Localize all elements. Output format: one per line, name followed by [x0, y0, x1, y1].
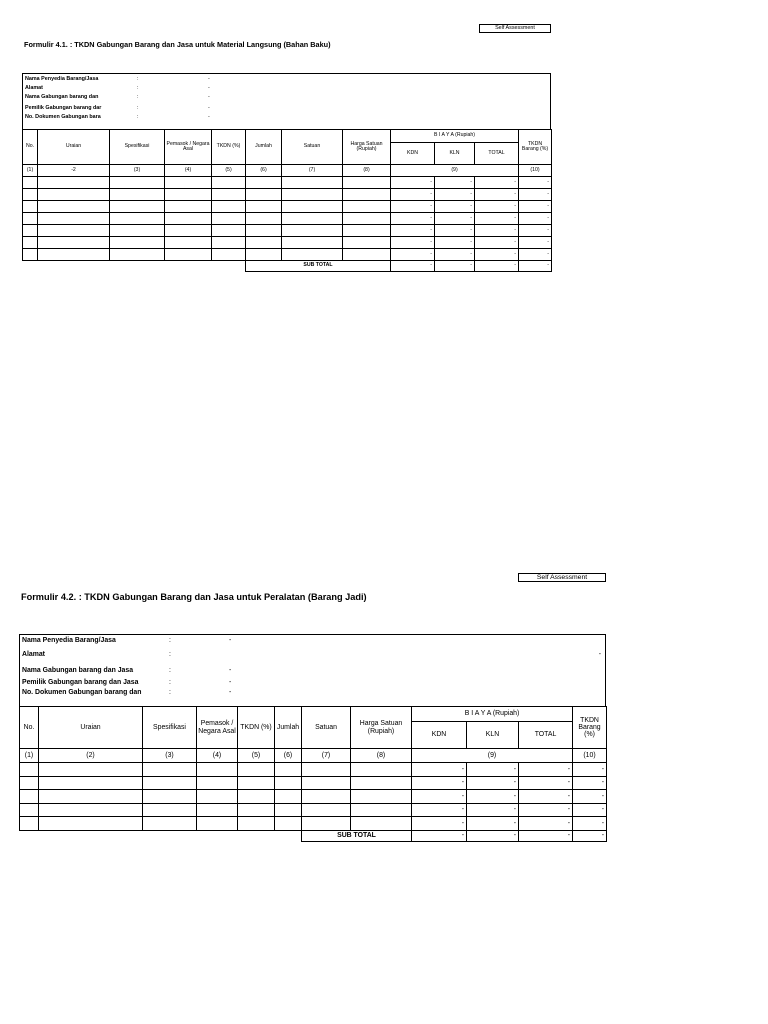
header-no: No. [20, 707, 39, 749]
table-cell [39, 790, 143, 804]
table-cell: - [519, 249, 552, 261]
table-cell [246, 201, 282, 213]
table-cell [20, 817, 39, 831]
table-cell [212, 201, 246, 213]
table-cell: - [519, 177, 552, 189]
col-number: (10) [573, 749, 607, 763]
table-cell [246, 213, 282, 225]
table-cell [38, 237, 110, 249]
table-row [23, 177, 552, 189]
header-kdn: KDN [391, 143, 435, 165]
col-number: (5) [212, 165, 246, 177]
table-cell [23, 177, 38, 189]
table-row [20, 803, 607, 817]
table-cell [351, 790, 412, 804]
table-cell [165, 189, 212, 201]
table-cell [238, 776, 275, 790]
table-cell [343, 249, 391, 261]
header-tkdn: TKDN (%) [212, 130, 246, 165]
table-cell [197, 776, 238, 790]
column-number-row [23, 165, 552, 177]
col-number: (8) [343, 165, 391, 177]
table-cell: - [519, 225, 552, 237]
table-cell [246, 237, 282, 249]
tkdn-table [19, 706, 607, 842]
table-cell [38, 201, 110, 213]
table-cell: - [435, 201, 475, 213]
table-cell [143, 763, 197, 777]
table-row [23, 249, 552, 261]
table-cell: - [391, 225, 435, 237]
table-cell [110, 237, 165, 249]
table-cell: - [573, 790, 607, 804]
table-cell [38, 249, 110, 261]
col-number: (6) [275, 749, 302, 763]
header-kln: KLN [467, 722, 519, 749]
table-cell [282, 225, 343, 237]
column-number-row [20, 749, 607, 763]
table-cell [212, 177, 246, 189]
table-cell [238, 763, 275, 777]
table-cell: - [391, 249, 435, 261]
subtotal-kln: - [435, 261, 475, 272]
col-number: (2) [39, 749, 143, 763]
header-biaya: B I A Y A (Rupiah) [412, 707, 573, 722]
table-cell [343, 177, 391, 189]
table-cell [238, 790, 275, 804]
table-row [23, 237, 552, 249]
table-cell [20, 776, 39, 790]
table-cell [351, 817, 412, 831]
form-title: Formulir 4.2. : TKDN Gabungan Barang dan Jasa untuk Peralatan (Barang Jadi) [21, 592, 367, 602]
header-total: TOTAL [519, 722, 573, 749]
table-cell: - [435, 237, 475, 249]
header-kdn: KDN [412, 722, 467, 749]
header-total: TOTAL [475, 143, 519, 165]
table-cell: - [467, 790, 519, 804]
table-cell: - [573, 803, 607, 817]
table-cell: - [519, 189, 552, 201]
table-cell: - [435, 177, 475, 189]
table-cell [212, 213, 246, 225]
form-title: Formulir 4.1. : TKDN Gabungan Barang dan Jasa untuk Material Langsung (Bahan Baku) [24, 40, 331, 49]
table-cell [343, 225, 391, 237]
header-tkdn-barang: TKDN Barang (%) [573, 707, 607, 749]
header-biaya: B I A Y A (Rupiah) [391, 130, 519, 143]
table-cell: - [519, 213, 552, 225]
col-number: (7) [282, 165, 343, 177]
table-cell [197, 817, 238, 831]
table-cell [275, 817, 302, 831]
table-cell [39, 803, 143, 817]
table-cell [165, 225, 212, 237]
col-number: (1) [23, 165, 38, 177]
header-spesifikasi: Spesifikasi [110, 130, 165, 165]
subtotal-total: - [475, 261, 519, 272]
header-jumlah: Jumlah [275, 707, 302, 749]
table-row [23, 225, 552, 237]
table-cell [110, 249, 165, 261]
table-cell [212, 237, 246, 249]
subtotal-row [20, 830, 607, 841]
table-cell [238, 817, 275, 831]
table-cell: - [467, 763, 519, 777]
table-cell: - [435, 189, 475, 201]
info-box: Nama Penyedia Barang/Jasa : - Alamat : - Nama Gabungan barang dan Jasa : - Pemilik Gabungan barang dan Jasa : - No. Dokumen Gabungan barang dan : - [19, 634, 606, 707]
table-cell [246, 225, 282, 237]
table-cell [246, 189, 282, 201]
table-cell [282, 237, 343, 249]
table-cell [39, 776, 143, 790]
table-cell [143, 803, 197, 817]
col-number: (7) [302, 749, 351, 763]
table-cell [20, 763, 39, 777]
table-cell [20, 803, 39, 817]
table-cell: - [519, 817, 573, 831]
table-cell: - [467, 803, 519, 817]
table-cell [282, 249, 343, 261]
table-cell [275, 790, 302, 804]
table-cell [246, 249, 282, 261]
table-cell: - [519, 776, 573, 790]
table-cell [282, 177, 343, 189]
subtotal-kdn: - [391, 261, 435, 272]
table-cell [197, 763, 238, 777]
table-row [20, 776, 607, 790]
col-number: (1) [20, 749, 39, 763]
table-cell [212, 249, 246, 261]
table-cell [212, 225, 246, 237]
table-cell: - [475, 201, 519, 213]
col-number: (6) [246, 165, 282, 177]
table-cell [351, 763, 412, 777]
table-cell [302, 763, 351, 777]
header-pemasok: Pemasok / Negara Asal [165, 130, 212, 165]
table-cell [110, 177, 165, 189]
table-cell [197, 790, 238, 804]
subtotal-label: SUB TOTAL [246, 261, 391, 272]
table-cell [23, 249, 38, 261]
table-cell [38, 213, 110, 225]
col-number: (3) [110, 165, 165, 177]
table-cell: - [412, 763, 467, 777]
table-cell: - [573, 776, 607, 790]
table-cell [302, 817, 351, 831]
tkdn-table [22, 129, 552, 272]
table-cell [343, 213, 391, 225]
subtotal-tkdn-barang: - [573, 830, 607, 841]
table-cell [282, 213, 343, 225]
table-cell: - [467, 817, 519, 831]
table-cell [38, 189, 110, 201]
table-cell [343, 237, 391, 249]
table-cell [302, 790, 351, 804]
table-row [20, 790, 607, 804]
table-cell [143, 790, 197, 804]
col-number: (5) [238, 749, 275, 763]
table-row [20, 817, 607, 831]
table-cell: - [475, 189, 519, 201]
header-tkdn-barang: TKDN Barang (%) [519, 130, 552, 165]
col-number: -2 [38, 165, 110, 177]
table-cell [246, 177, 282, 189]
table-cell [351, 803, 412, 817]
table-cell: - [519, 237, 552, 249]
col-number: (3) [143, 749, 197, 763]
table-cell [110, 213, 165, 225]
header-harga-satuan: Harga Satuan (Rupiah) [343, 130, 391, 165]
table-cell: - [391, 201, 435, 213]
table-cell [282, 201, 343, 213]
table-cell [275, 803, 302, 817]
table-cell [275, 776, 302, 790]
header-no: No. [23, 130, 38, 165]
header-harga-satuan: Harga Satuan (Rupiah) [351, 707, 412, 749]
table-cell [110, 189, 165, 201]
table-cell: - [467, 776, 519, 790]
table-cell: - [573, 817, 607, 831]
header-uraian: Uraian [38, 130, 110, 165]
table-cell [275, 763, 302, 777]
self-assessment-badge: Self Assessment [518, 573, 606, 582]
col-number: (10) [519, 165, 552, 177]
table-cell: - [435, 225, 475, 237]
header-uraian: Uraian [39, 707, 143, 749]
table-cell: - [519, 803, 573, 817]
table-cell: - [391, 237, 435, 249]
header-tkdn: TKDN (%) [238, 707, 275, 749]
table-cell [282, 189, 343, 201]
subtotal-kln: - [467, 830, 519, 841]
table-cell [343, 201, 391, 213]
col-number: (4) [165, 165, 212, 177]
table-cell: - [391, 177, 435, 189]
table-cell [39, 763, 143, 777]
table-cell: - [475, 249, 519, 261]
table-cell [23, 213, 38, 225]
table-cell: - [412, 803, 467, 817]
table-cell: - [412, 776, 467, 790]
self-assessment-badge: Self Assessment [479, 24, 551, 33]
table-cell [23, 237, 38, 249]
table-cell: - [475, 177, 519, 189]
subtotal-label: SUB TOTAL [302, 830, 412, 841]
table-cell [23, 189, 38, 201]
table-row [23, 213, 552, 225]
table-cell: - [519, 763, 573, 777]
table-cell [165, 237, 212, 249]
table-cell [238, 803, 275, 817]
table-cell [302, 803, 351, 817]
table-cell [110, 201, 165, 213]
col-number: (4) [197, 749, 238, 763]
table-cell [165, 177, 212, 189]
subtotal-kdn: - [412, 830, 467, 841]
table-cell [351, 776, 412, 790]
table-cell [165, 213, 212, 225]
table-cell: - [391, 213, 435, 225]
header-kln: KLN [435, 143, 475, 165]
table-cell [143, 817, 197, 831]
table-cell: - [519, 201, 552, 213]
table-cell [23, 201, 38, 213]
col-number: (9) [391, 165, 519, 177]
table-row [23, 201, 552, 213]
table-cell [38, 177, 110, 189]
table-cell: - [573, 763, 607, 777]
subtotal-row [23, 261, 552, 272]
table-cell: - [475, 237, 519, 249]
table-cell [165, 201, 212, 213]
table-cell [38, 225, 110, 237]
table-cell [302, 776, 351, 790]
info-box: Nama Penyedia Barang/Jasa : - Alamat : - Nama Gabungan barang dan : - Pemilik Gabungan barang dar : - No. Dokumen Gabungan bara : - [22, 73, 551, 130]
table-cell: - [519, 790, 573, 804]
subtotal-tkdn-barang: - [519, 261, 552, 272]
table-cell [23, 225, 38, 237]
table-cell: - [412, 817, 467, 831]
table-cell: - [435, 213, 475, 225]
table-cell: - [475, 213, 519, 225]
table-cell: - [475, 225, 519, 237]
table-cell [165, 249, 212, 261]
table-cell [39, 817, 143, 831]
table-cell: - [412, 790, 467, 804]
header-spesifikasi: Spesifikasi [143, 707, 197, 749]
header-pemasok: Pemasok / Negara Asal [197, 707, 238, 749]
col-number: (8) [351, 749, 412, 763]
col-number: (9) [412, 749, 573, 763]
header-satuan: Satuan [282, 130, 343, 165]
table-cell: - [435, 249, 475, 261]
table-row [20, 763, 607, 777]
header-jumlah: Jumlah [246, 130, 282, 165]
header-satuan: Satuan [302, 707, 351, 749]
table-cell: - [391, 189, 435, 201]
subtotal-total: - [519, 830, 573, 841]
table-cell [20, 790, 39, 804]
table-cell [110, 225, 165, 237]
table-cell [343, 189, 391, 201]
table-cell [197, 803, 238, 817]
table-cell [212, 189, 246, 201]
table-cell [143, 776, 197, 790]
table-row [23, 189, 552, 201]
